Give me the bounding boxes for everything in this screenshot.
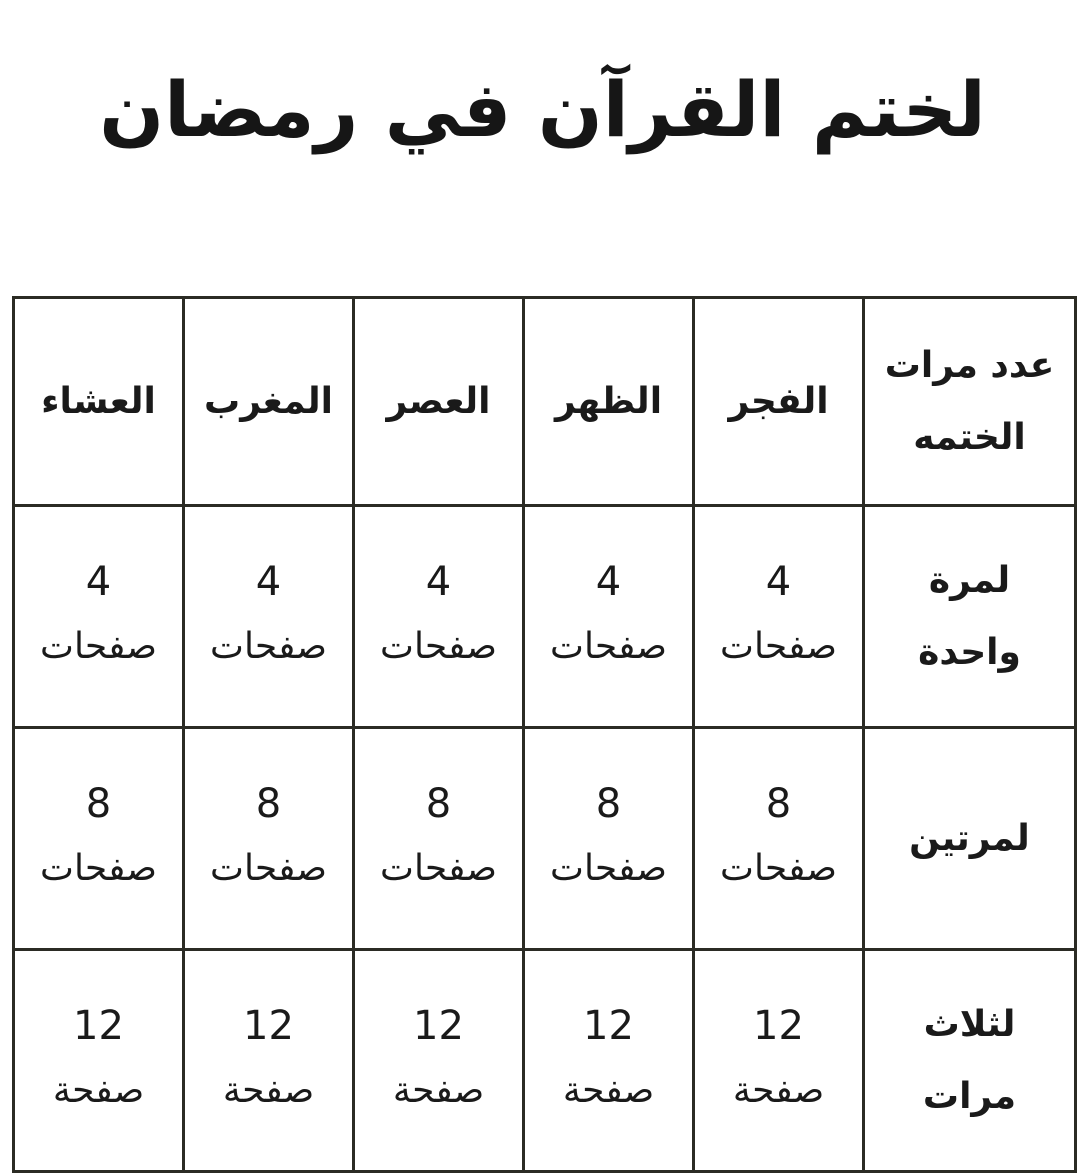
table-cell <box>14 728 184 950</box>
table-cell <box>524 506 694 728</box>
corner-header-line: عدد مرات <box>884 344 1055 386</box>
table-cell <box>184 950 354 1172</box>
prayer-header-isha: العشاء <box>14 298 184 506</box>
row-label-line: مرات <box>922 1075 1017 1117</box>
row-label-twice <box>864 728 1076 950</box>
row-label-line: لثلاث <box>923 1003 1016 1045</box>
pages-count: 12 <box>243 1002 294 1049</box>
table-cell <box>354 506 524 728</box>
pages-count: 12 <box>73 1002 124 1049</box>
pages-count: 12 <box>583 1002 634 1049</box>
pages-unit: صفحات <box>720 847 837 889</box>
table-row-three-times <box>14 950 1076 1172</box>
row-label-line: لمرة <box>928 559 1011 601</box>
table-cell <box>694 950 864 1172</box>
pages-unit: صفحات <box>40 625 157 667</box>
pages-unit: صفحات <box>380 625 497 667</box>
pages-count: 8 <box>85 780 112 827</box>
table-cell <box>524 950 694 1172</box>
pages-count: 8 <box>595 780 622 827</box>
khatma-table-container <box>12 296 1074 1173</box>
pages-count: 12 <box>753 1002 804 1049</box>
pages-count: 8 <box>425 780 452 827</box>
table-cell <box>184 728 354 950</box>
table-cell <box>14 506 184 728</box>
pages-count: 4 <box>765 558 792 605</box>
table-row-once <box>14 506 1076 728</box>
row-label-line: واحدة <box>918 631 1021 673</box>
pages-unit: صفحة <box>52 1069 145 1111</box>
pages-unit: صفحات <box>720 625 837 667</box>
prayer-header-dhuhr: الظهر <box>524 298 694 506</box>
table-cell <box>354 950 524 1172</box>
table-cell <box>524 728 694 950</box>
pages-count: 4 <box>425 558 452 605</box>
table-header-row <box>14 298 1076 506</box>
pages-unit: صفحات <box>550 625 667 667</box>
pages-unit: صفحة <box>562 1069 655 1111</box>
corner-header <box>864 298 1076 506</box>
pages-unit: صفحة <box>392 1069 485 1111</box>
pages-unit: صفحات <box>550 847 667 889</box>
pages-unit: صفحات <box>40 847 157 889</box>
corner-header-line: الختمه <box>913 416 1026 458</box>
table-cell <box>14 950 184 1172</box>
row-label-three-times <box>864 950 1076 1172</box>
table-cell <box>694 728 864 950</box>
pages-count: 4 <box>85 558 112 605</box>
pages-count: 4 <box>255 558 282 605</box>
khatma-schedule-table <box>12 296 1077 1173</box>
pages-count: 12 <box>413 1002 464 1049</box>
prayer-header-asr: العصر <box>354 298 524 506</box>
table-cell <box>184 506 354 728</box>
pages-count: 4 <box>595 558 622 605</box>
pages-unit: صفحة <box>222 1069 315 1111</box>
row-label-line: لمرتين <box>909 817 1030 859</box>
page-title: لختم القرآن في رمضان <box>99 65 986 154</box>
pages-unit: صفحات <box>380 847 497 889</box>
table-cell <box>694 506 864 728</box>
table-cell <box>354 728 524 950</box>
pages-unit: صفحة <box>732 1069 825 1111</box>
prayer-header-fajr: الفجر <box>694 298 864 506</box>
pages-count: 8 <box>255 780 282 827</box>
pages-unit: صفحات <box>210 625 327 667</box>
table-row-twice <box>14 728 1076 950</box>
pages-unit: صفحات <box>210 847 327 889</box>
row-label-once <box>864 506 1076 728</box>
pages-count: 8 <box>765 780 792 827</box>
prayer-header-maghrib: المغرب <box>184 298 354 506</box>
